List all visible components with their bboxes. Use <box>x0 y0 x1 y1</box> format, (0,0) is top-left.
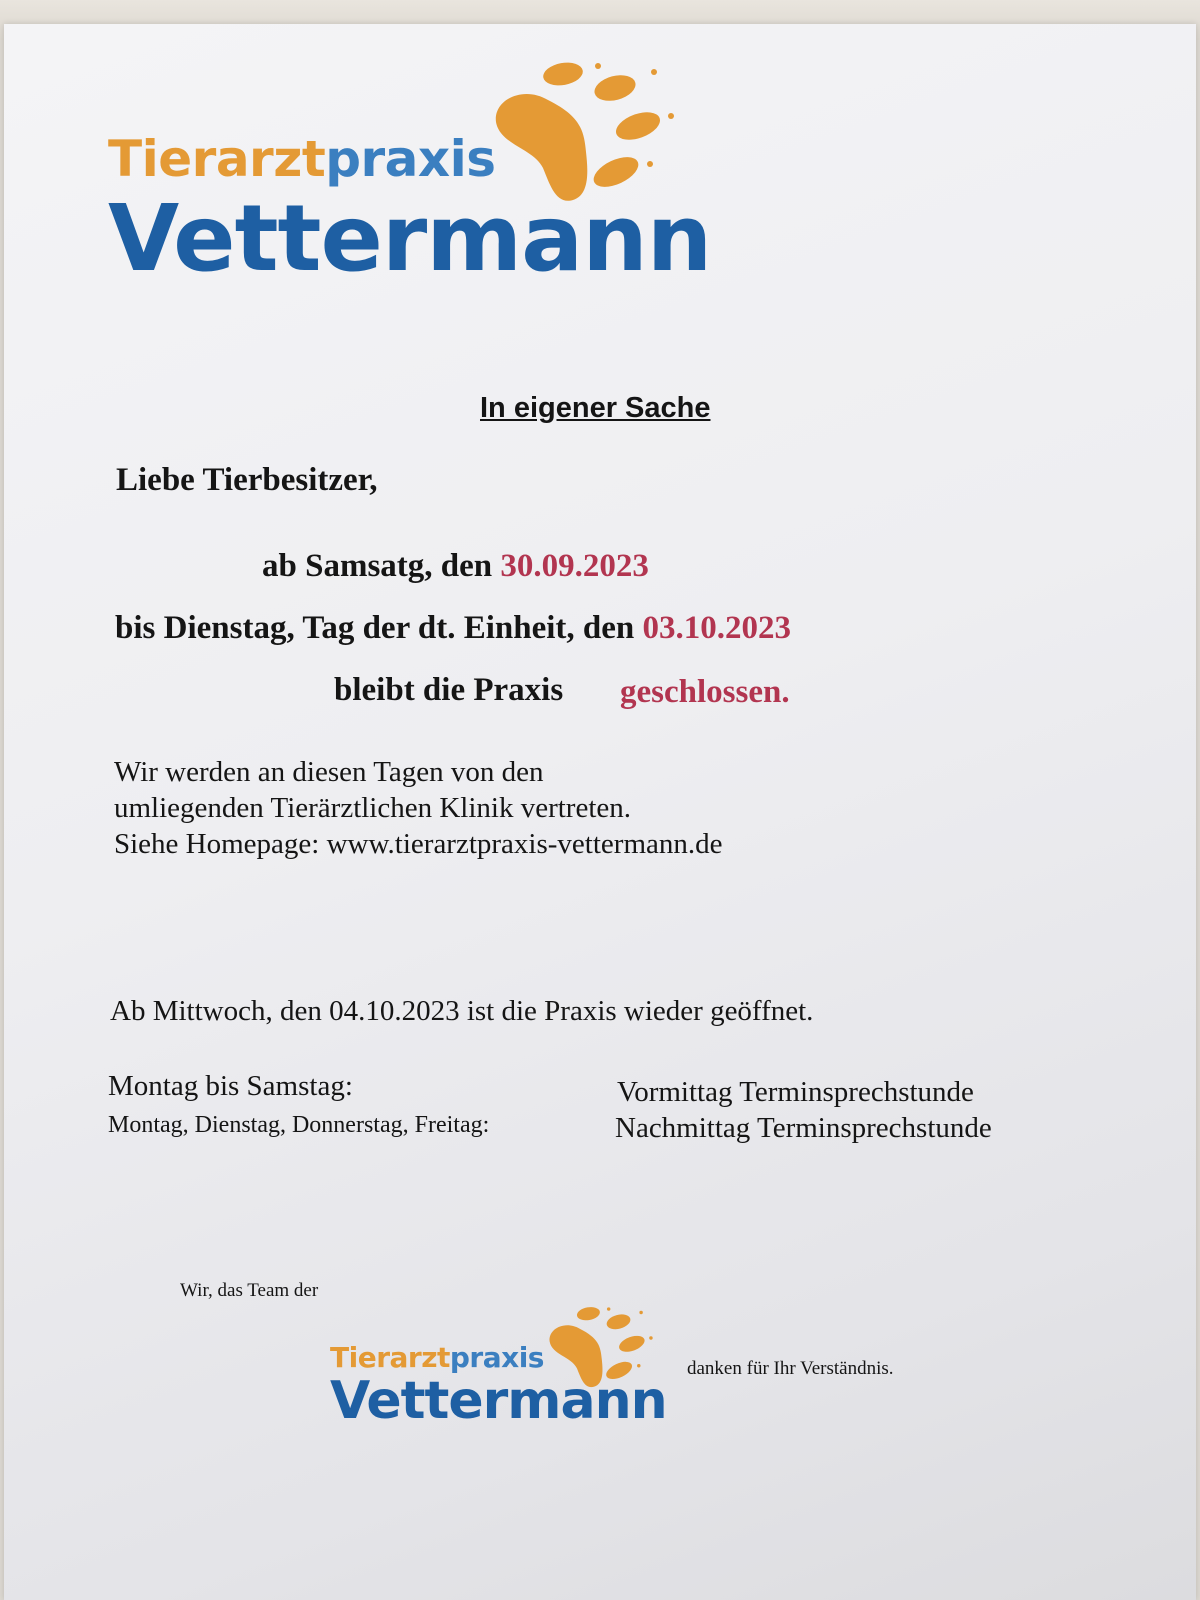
homepage-line: Siehe Homepage: www.tierarztpraxis-vettermann.de <box>114 828 723 860</box>
closure-to-date: 03.10.2023 <box>642 610 792 646</box>
logo-word-tierarzt: Tierarzt <box>330 1341 450 1374</box>
clinic-logo-bottom <box>330 1305 670 1445</box>
closure-to-line <box>115 610 791 647</box>
closed-label: bleibt die Praxis <box>334 672 564 708</box>
closed-word: geschlossen. <box>620 674 790 710</box>
logo-line-1 <box>330 1341 544 1374</box>
replacement-line-2: umliegenden Tierärztlichen Klinik vertreten. <box>114 792 632 824</box>
reopen-line: Ab Mittwoch, den 04.10.2023 ist die Praxis wieder geöffnet. <box>110 995 814 1027</box>
logo-word-tierarzt: Tierarzt <box>108 130 326 188</box>
replacement-line-1: Wir werden an diesen Tagen von den <box>114 756 544 788</box>
closure-from-line <box>262 548 649 585</box>
notice-heading: In eigener Sache <box>480 392 711 424</box>
closing-right: danken für Ihr Verständnis. <box>687 1358 894 1379</box>
closure-from-date: 30.09.2023 <box>500 548 649 584</box>
hours-days-2: Montag, Dienstag, Donnerstag, Freitag: <box>108 1112 490 1138</box>
hours-type-1: Vormittag Terminsprechstunde <box>617 1076 974 1108</box>
closure-to-prefix: bis Dienstag, Tag der dt. Einheit, den <box>115 610 643 646</box>
logo-word-praxis: praxis <box>325 130 496 188</box>
salutation: Liebe Tierbesitzer, <box>116 462 378 498</box>
closing-left: Wir, das Team der <box>180 1280 319 1301</box>
clinic-logo-top <box>108 60 712 292</box>
logo-line-2: Vettermann <box>330 1371 667 1431</box>
logo-word-praxis: praxis <box>449 1341 544 1374</box>
closure-from-prefix: ab Samsatg, den <box>262 548 501 584</box>
hours-days-1: Montag bis Samstag: <box>108 1070 353 1102</box>
logo-line-1 <box>108 130 496 188</box>
logo-line-2: Vettermann <box>108 185 712 292</box>
hours-type-2: Nachmittag Terminsprechstunde <box>615 1112 992 1144</box>
